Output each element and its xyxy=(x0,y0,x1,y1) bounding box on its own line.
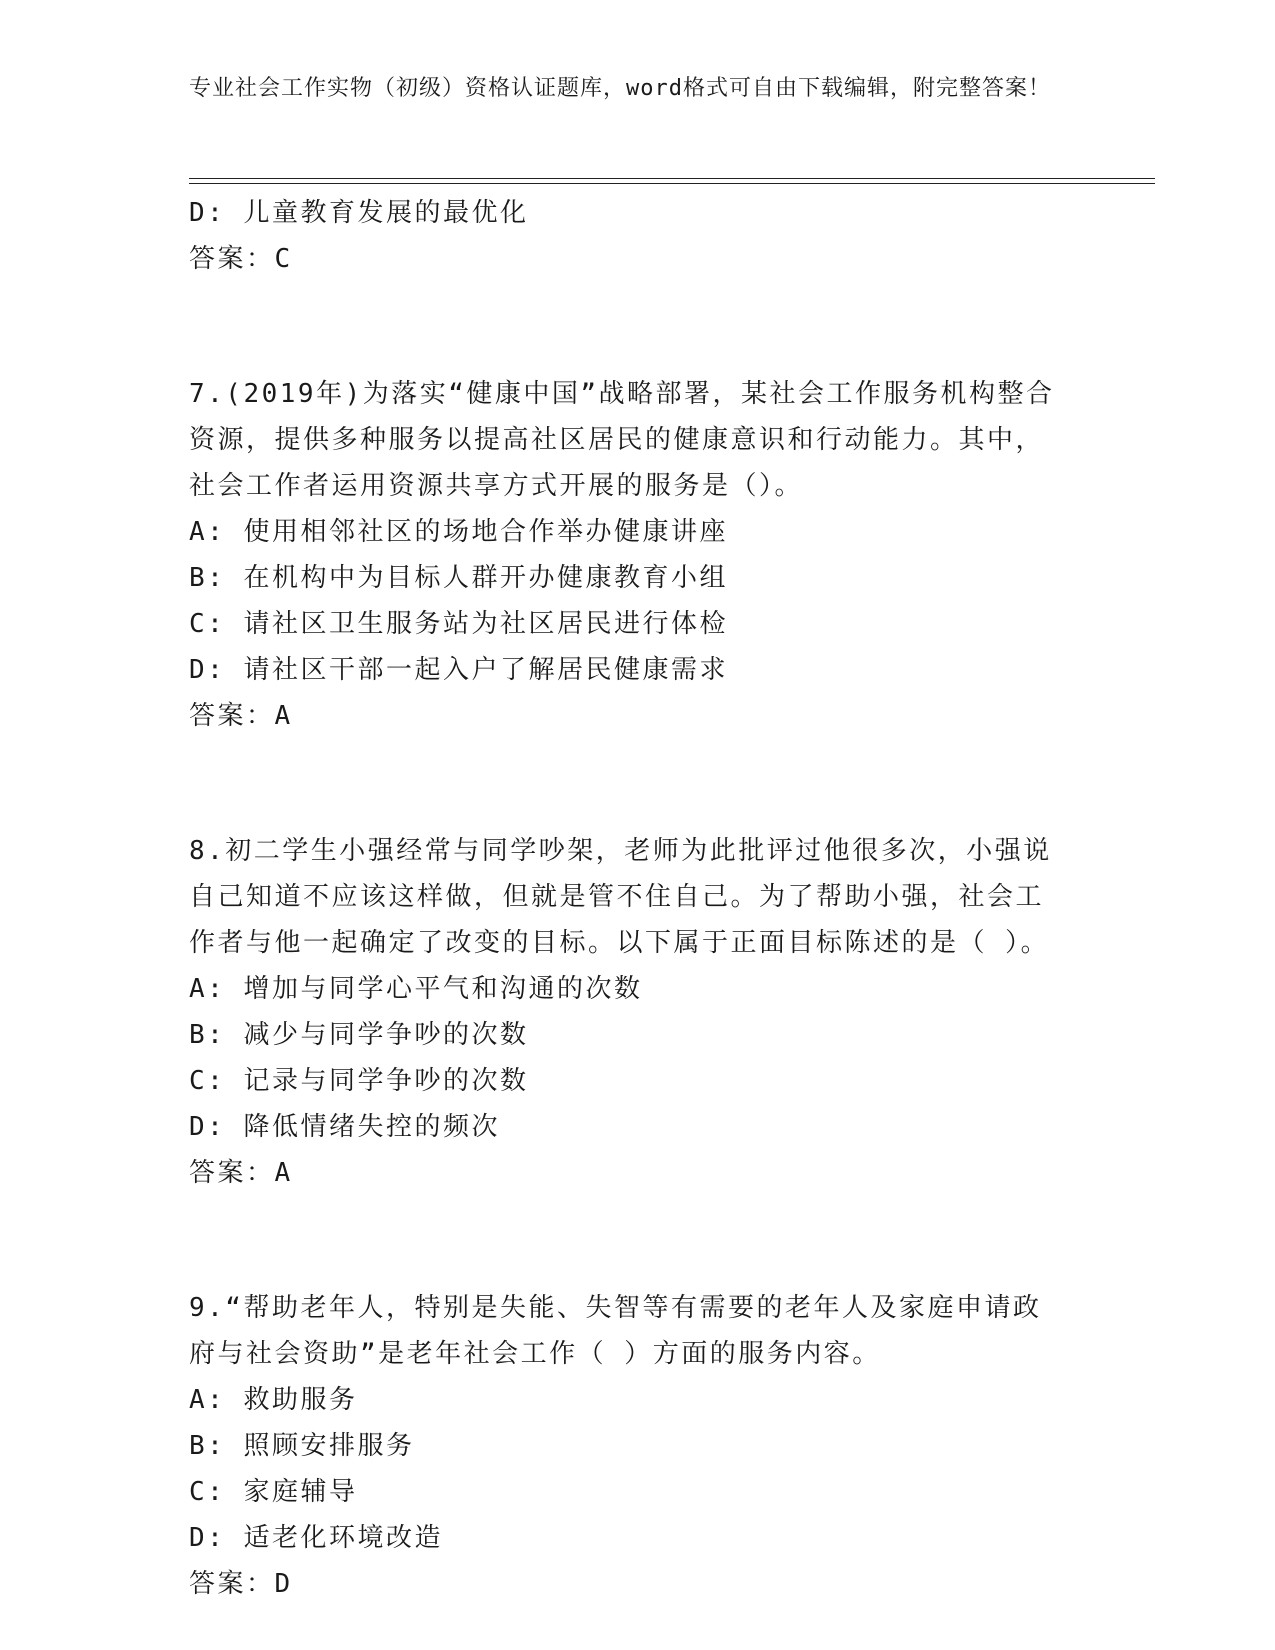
option-a: A: 增加与同学心平气和沟通的次数 xyxy=(189,974,643,1004)
option-d: D: 降低情绪失控的频次 xyxy=(189,1112,500,1142)
option-c: C: 家庭辅导 xyxy=(189,1477,358,1507)
option-d: D: 请社区干部一起入户了解居民健康需求 xyxy=(189,655,728,685)
prev-answer: 答案：C xyxy=(189,244,293,274)
prev-option-d: D: 儿童教育发展的最优化 xyxy=(189,198,529,228)
question-8 xyxy=(189,828,1089,1196)
header-divider-top xyxy=(189,178,1155,179)
question-stem-line: 9.“帮助老年人，特别是失能、失智等有需要的老年人及家庭申请政 xyxy=(189,1293,1042,1323)
answer: 答案：A xyxy=(189,701,293,731)
question-stem-line: 府与社会资助”是老年社会工作（ ）方面的服务内容。 xyxy=(189,1339,881,1369)
question-stem-line: 7.(2019年)为落实“健康中国”战略部署，某社会工作服务机构整合 xyxy=(189,379,1055,409)
question-stem-line: 社会工作者运用资源共享方式开展的服务是（）。 xyxy=(189,471,804,501)
spacer xyxy=(189,739,1089,828)
option-b: B: 在机构中为目标人群开办健康教育小组 xyxy=(189,563,728,593)
question-stem-line: 8.初二学生小强经常与同学吵架，老师为此批评过他很多次，小强说 xyxy=(189,836,1052,866)
question-7 xyxy=(189,371,1089,739)
question-list xyxy=(189,190,1089,1607)
answer: 答案：D xyxy=(189,1569,293,1599)
option-a: A: 使用相邻社区的场地合作举办健康讲座 xyxy=(189,517,728,547)
question-stem-line: 作者与他一起确定了改变的目标。以下属于正面目标陈述的是（ ）。 xyxy=(189,928,1050,958)
question-stem-line: 资源，提供多种服务以提高社区居民的健康意识和行动能力。其中， xyxy=(189,425,1045,455)
question-stem-line: 自己知道不应该这样做，但就是管不住自己。为了帮助小强，社会工 xyxy=(189,882,1045,912)
option-c: C: 记录与同学争吵的次数 xyxy=(189,1066,529,1096)
spacer xyxy=(189,1196,1089,1285)
page-header: 专业社会工作实物（初级）资格认证题库，word格式可自由下载编辑，附完整答案！ xyxy=(189,76,1051,101)
header-divider-bottom xyxy=(189,183,1155,184)
answer: 答案：A xyxy=(189,1158,293,1188)
option-b: B: 照顾安排服务 xyxy=(189,1431,415,1461)
option-b: B: 减少与同学争吵的次数 xyxy=(189,1020,529,1050)
question-9 xyxy=(189,1285,1089,1607)
option-c: C: 请社区卫生服务站为社区居民进行体检 xyxy=(189,609,728,639)
option-d: D: 适老化环境改造 xyxy=(189,1523,443,1553)
option-a: A: 救助服务 xyxy=(189,1385,358,1415)
spacer xyxy=(189,282,1089,371)
